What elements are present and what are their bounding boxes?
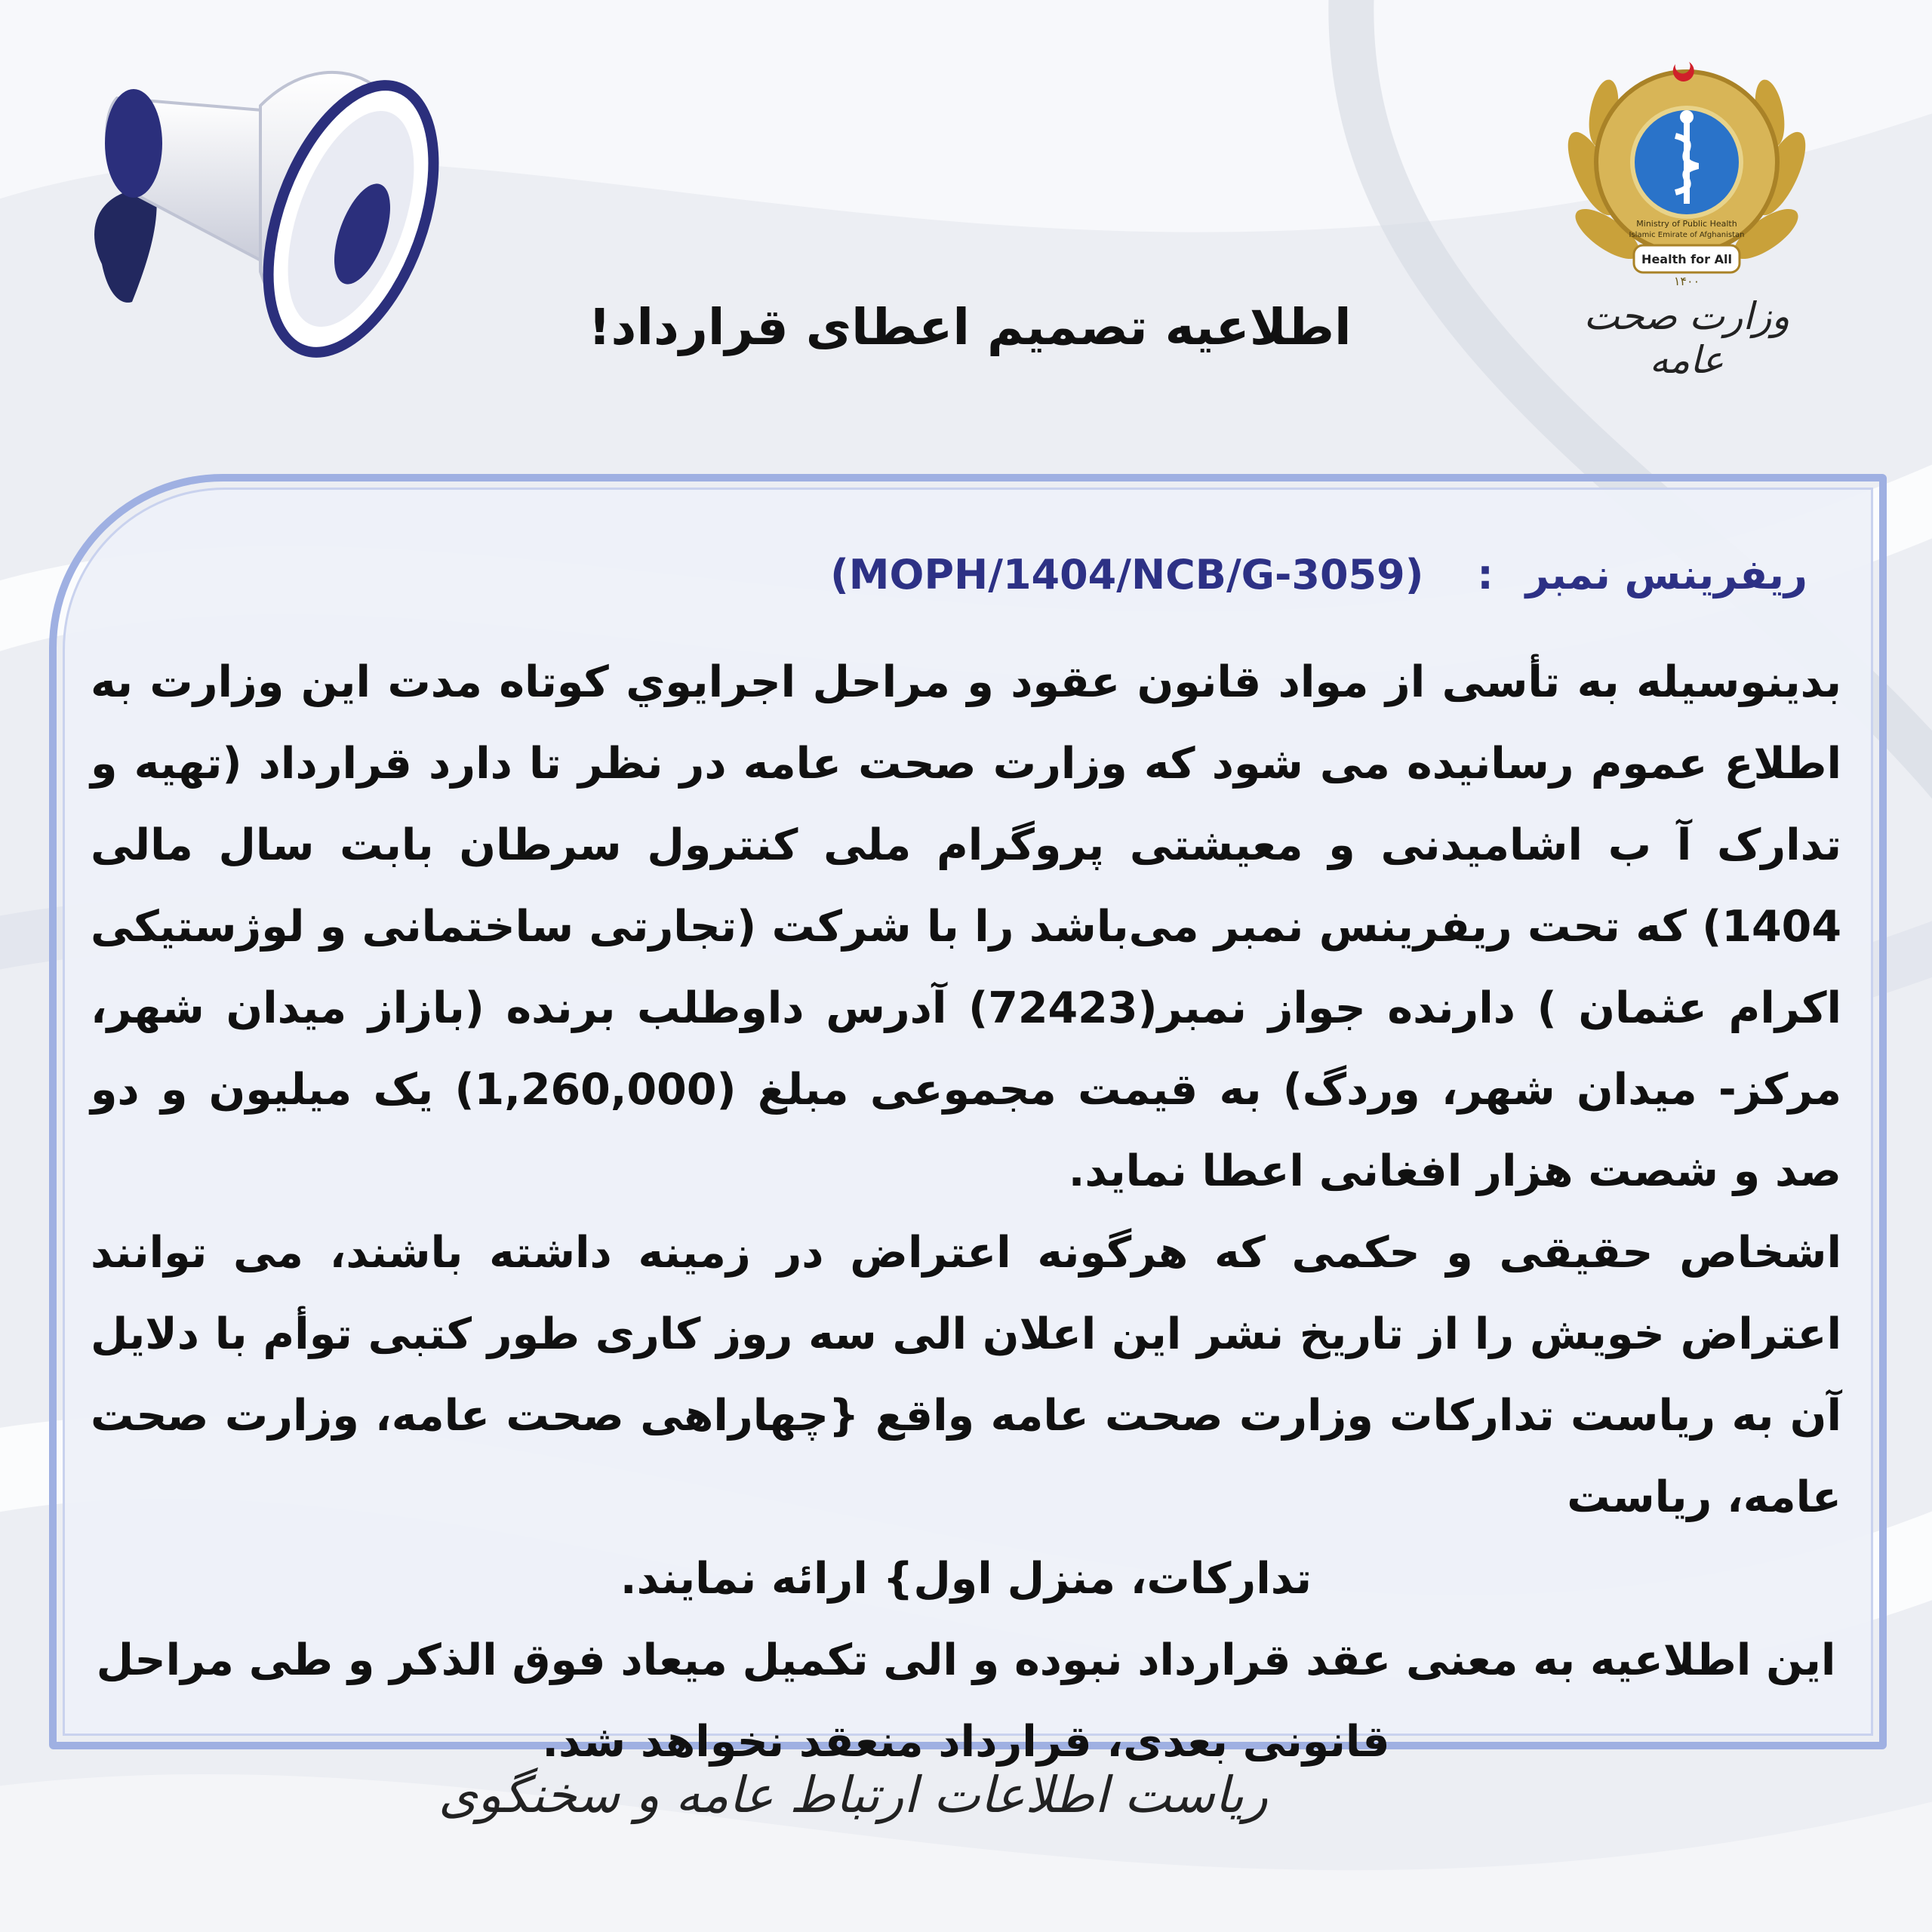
paragraph-disclaimer: این اطلاعیه به معنی عقد قرارداد نبوده و الی تکمیل میعاد فوق الذکر و طی مراحل قانونی بعدی، قرارداد منعقد نخواهد شد. [96, 1635, 1836, 1767]
megaphone-icon [72, 45, 472, 392]
emblem-year-text: ۱۴۰۰ [1673, 274, 1700, 288]
paragraph-award: بدینوسیله به تأسی از مواد قانون عقود و مراحل اجرایوي کوتاه مدت این وزارت به اطلاع عموم رسانیده می شود که وزارت صحت عامه در نظر تا دارد قرارداد (تهیه و تدارک آ ب اشامیدنی و معیشتی پروگرام ملی کنترول سرطان بابت سال مالی 1404) که تحت ریفرینس نمبر می‌باشد را با شرکت (تجارتی ساختمانی و لوژستیکی اکرام عثمان ) دارنده جواز نمبر(72423) آدرس داوطلب برنده (بازاز میدان شهر، مرکز- میدان شهر، وردگ) به قیمت مجموعی مبلغ (1,260,000) یک میلیون و دو صد و شصت هزار افغانی اعطا نماید. [91, 657, 1842, 1196]
reference-label: ریفرینس نمبر [1525, 551, 1807, 598]
page-title: اطلاعیه تصمیم اعطای قرارداد! [588, 298, 1352, 356]
emblem-motto-text: Health for All [1641, 252, 1732, 266]
paragraph-objection: اشخاص حقیقی و حکمی که هرگونه اعتراض در زمینه داشته باشند، می توانند اعتراض خویش را از تاریخ نشر این اعلان الی سه روز کاری طور کتبی توأم با دلایل آن به ریاست تدارکات وزارت صحت عامه واقع {چهاراهی صحت عامه، وزارت صحت عامه، ریاست [91, 1228, 1841, 1522]
footer-signature-script: ریاست اطلاعات ارتباط عامه و سخنگوی [438, 1766, 1268, 1824]
reference-line [830, 551, 1807, 598]
reference-separator: : [1477, 551, 1494, 598]
paragraph-objection-end: تدارکات، منزل اول} ارائه نمایند. [620, 1554, 1312, 1604]
ministry-emblem-icon [1562, 45, 1811, 294]
ministry-name-script: وزارت صحت عامه [1583, 294, 1790, 382]
emblem-text-en-2: Islamic Emirate of Afghanistan [1629, 231, 1745, 239]
announcement-body [91, 641, 1841, 1783]
emblem-text-en-1: Ministry of Public Health [1636, 219, 1737, 229]
reference-code: (MOPH/1404/NCB/G-3059) [830, 551, 1424, 598]
